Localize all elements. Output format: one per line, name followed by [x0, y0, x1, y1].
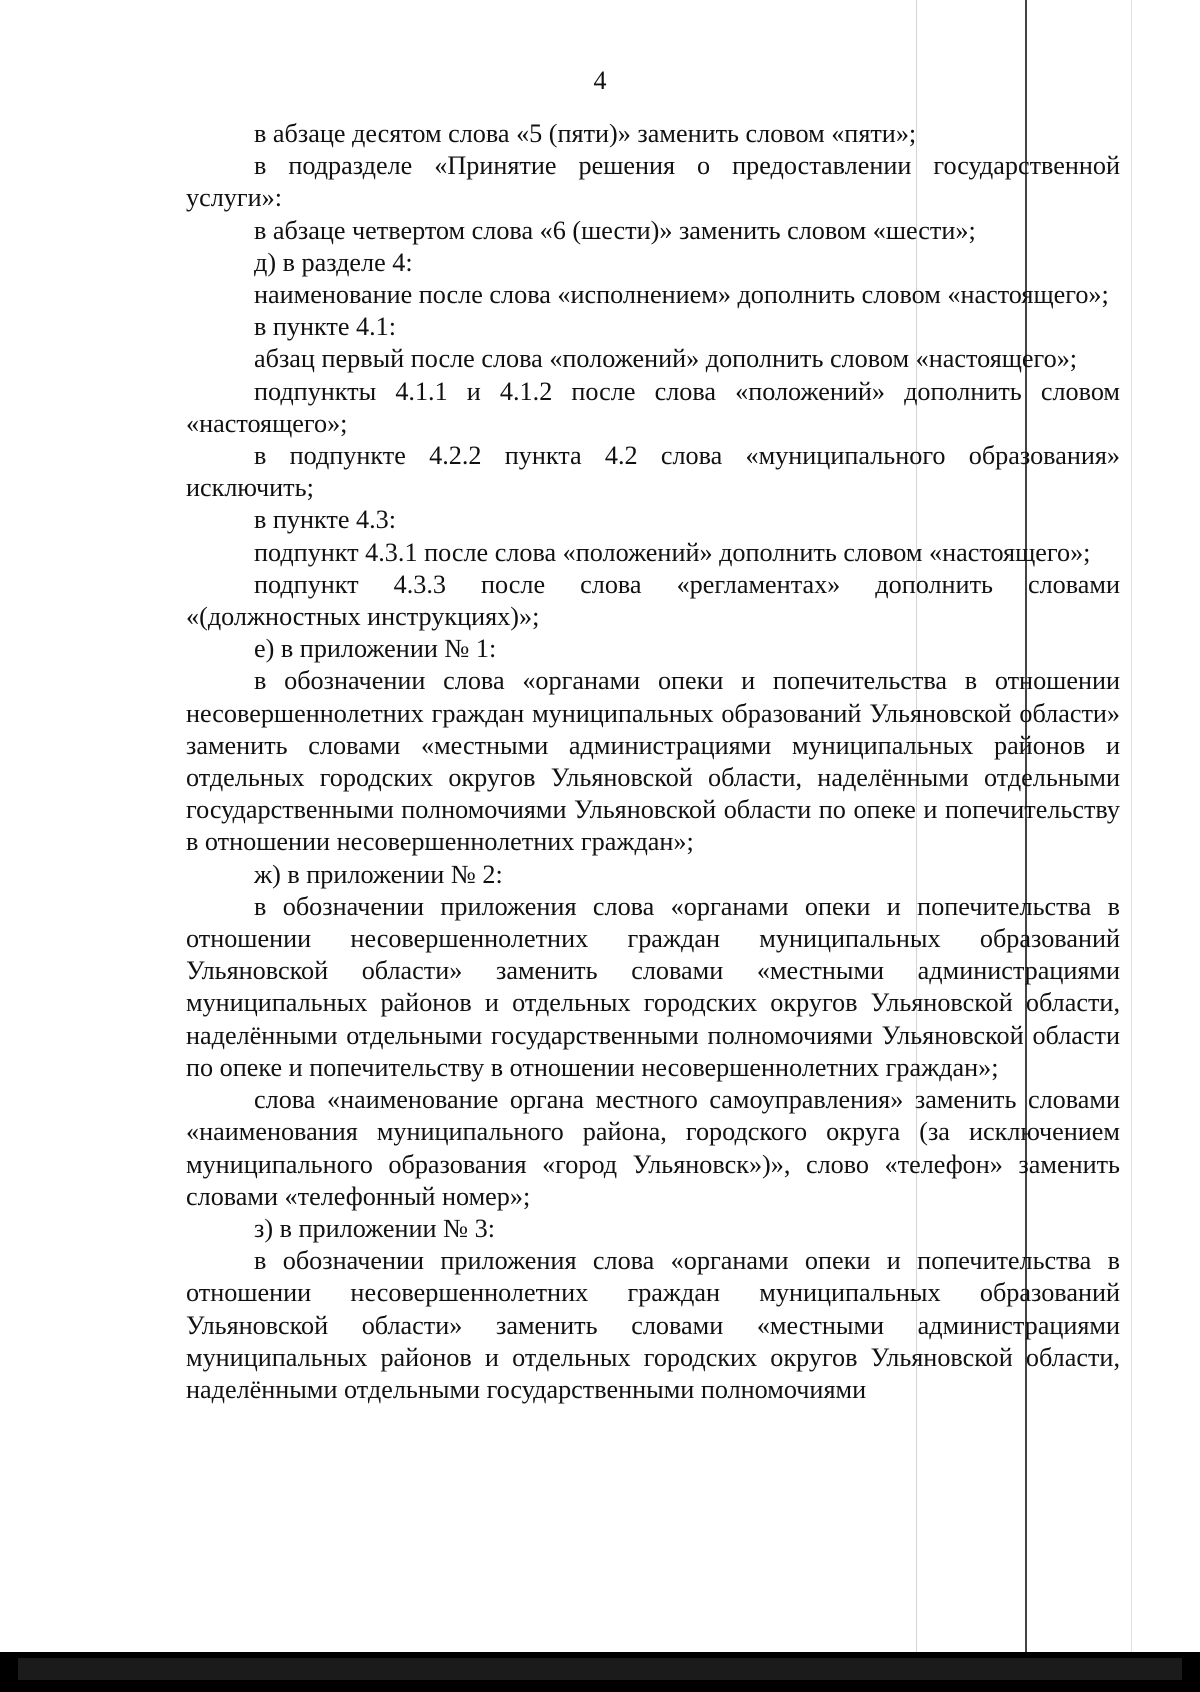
page-number: 4 [593, 66, 607, 95]
paragraph: ж) в приложении № 2: [254, 859, 503, 889]
paragraph: е) в приложении № 1: [254, 634, 497, 664]
paragraph: в абзаце десятом слова «5 (пяти)» заменить словом «пяти»; [254, 119, 917, 148]
paragraph: в обозначении приложения слова «органами опеки и попечительства в отношении несовершеннолетних граждан муниципальных образований Ульяновской области» заменить словами «местными администрациями муниципальных районов и отдельных городских округов Ульяновской области, наделёнными отдельными государственными полномочиями Ульяновской области по опеке и попечительству в отношении несовершеннолетних граждан»; [186, 891, 1120, 1082]
paragraph: в обозначении приложения слова «органами опеки и попечительства в отношении несовершеннолетних граждан муниципальных образований Ульяновской области» заменить словами «местными администрациями муниципальных районов и отдельных городских округов Ульяновской области, наделёнными отдельными государственными полномочиями [186, 1246, 1120, 1404]
paragraph: наименование после слова «исполнением» дополнить словом «настоящего»; [254, 280, 1109, 310]
paragraph: в подразделе «Принятие решения о предоставлении государственной услуги»: [186, 151, 1120, 213]
scan-margin-line [1131, 0, 1132, 1652]
paragraph: слова «наименование органа местного самоуправления» заменить словами «наименования муниципального района, городского округа (за исключением муниципального образования «город Ульяновск»)», слово «телефон» заменить словами «телефонный номер»; [186, 1085, 1120, 1211]
paragraph: д) в разделе 4: [254, 247, 413, 277]
paragraph: подпункт 4.3.1 после слова «положений» дополнить словом «настоящего»; [254, 537, 1091, 567]
paragraph: в пункте 4.1: [254, 312, 397, 342]
paragraph: абзац первый после слова «положений» дополнить словом «настоящего»; [254, 344, 1078, 374]
paragraph: в пункте 4.3: [254, 505, 397, 535]
paragraph: в абзаце четвертом слова «6 (шести)» заменить словом «шести»; [254, 215, 976, 245]
paragraph: з) в приложении № 3: [254, 1213, 496, 1243]
scan-bottom-edge [0, 1652, 1200, 1692]
paragraph: подпункт 4.3.3 после слова «регламентах» дополнить словами «(должностных инструкциях)»; [186, 569, 1120, 632]
scan-bottom-edge-inner [18, 1658, 1182, 1680]
paragraph: в обозначении слова «органами опеки и попечительства в отношении несовершеннолетних граждан муниципальных образований Ульяновской области» заменить словами «местными администрациями муниципальных районов и отдельных городских округов Ульяновской области, наделёнными отдельными государственными полномочиями Ульяновской области по опеке и попечительству в отношении несовершеннолетних граждан»; [186, 666, 1120, 857]
paragraph: подпункты 4.1.1 и 4.1.2 после слова «положений» дополнить словом «настоящего»; [186, 376, 1120, 438]
paragraph: в подпункте 4.2.2 пункта 4.2 слова «муниципального образования» исключить; [186, 441, 1120, 503]
document-body [186, 118, 1120, 1406]
